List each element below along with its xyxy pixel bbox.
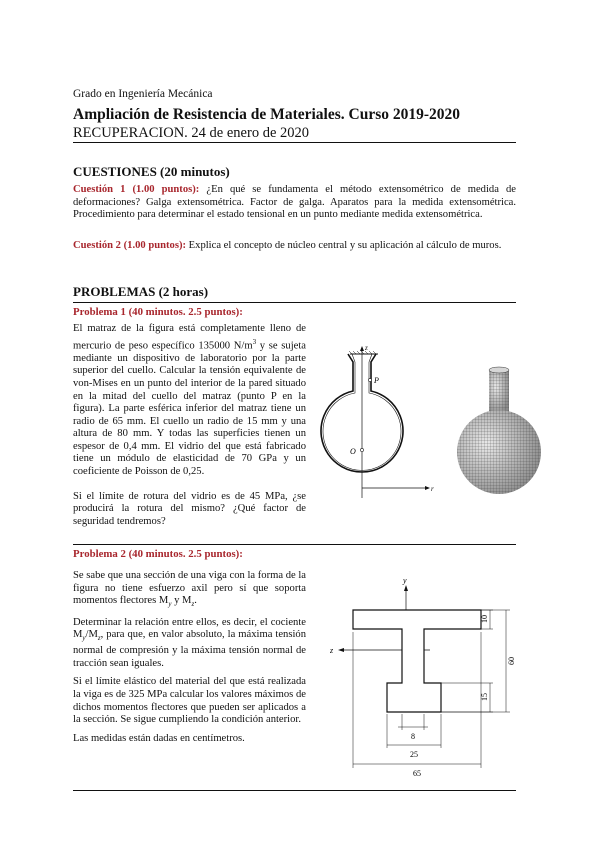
- header-divider: [73, 142, 516, 143]
- cuestion-2: [73, 240, 516, 253]
- cuestion-2-label: Cuestión 2 (1.00 puntos):: [73, 240, 187, 251]
- dim-65-label: 65: [413, 769, 421, 778]
- r-axis-label: r: [431, 485, 434, 493]
- point-p-label: P: [374, 376, 379, 385]
- problema-2-heading: Problema 2 (40 minutos. 2.5 puntos):: [73, 548, 243, 560]
- problema-2-divider: [73, 544, 516, 545]
- cuestion-1-label: Cuestión 1 (1.00 puntos):: [73, 184, 200, 195]
- cuestiones-heading: CUESTIONES (20 minutos): [73, 164, 230, 179]
- p2-para2-end: , para que, en valor absoluto, la máxima tensión normal de compresión y la máxima tensión normal de tracción sean iguales.: [73, 629, 306, 669]
- p2-para1-sub-y: y: [168, 600, 172, 609]
- r-axis-arrow-icon: [425, 486, 430, 490]
- flask-mesh: [457, 367, 541, 494]
- p1-text-start: El matraz de la figura está completamente lleno de mercurio de peso específico 135000 N/m: [73, 323, 306, 352]
- cuestion-2-text: Explica el concepto de núcleo central y su aplicación al cálculo de muros.: [188, 240, 502, 251]
- problema-1-text: [73, 323, 306, 534]
- y-axis-arrow-icon: [404, 585, 408, 591]
- problema-2-paragraph-3: Si el límite elástico del material del que está realizada la viga es de 325 MPa calcular los valores máximos de dichos momentos flectores que pueden ser aplicados a la sección. Se sigue cumpliendo la condición anterior.: [73, 676, 306, 726]
- point-o-marker: [360, 448, 363, 451]
- problema-2-paragraph-2: [73, 617, 306, 670]
- exam-subtitle: RECUPERACION. 24 de enero de 2020: [73, 125, 310, 141]
- p2-para2-sub-y: y: [82, 634, 86, 643]
- p2-para1-start: Se sabe que una sección de una viga con la forma de la figura no tiene esfuerzo axil pero sí que soporta momentos flectores M: [73, 570, 306, 607]
- p2-para1-mid: y M: [171, 595, 192, 607]
- problemas-heading: PROBLEMAS (2 horas): [73, 284, 209, 299]
- p2-para2-start: Determinar la relación entre ellos, es decir, el cociente M: [73, 616, 306, 641]
- beam-section-outline: [353, 610, 481, 712]
- footer-divider: [73, 790, 516, 791]
- flask-section-figure: [312, 340, 442, 510]
- dim-15-label: 15: [480, 693, 489, 701]
- degree-name: Grado en Ingeniería Mecánica: [73, 88, 213, 100]
- p2-para2-mid: /M: [85, 629, 98, 641]
- z-axis-label-beam: z: [330, 646, 334, 655]
- p2-para2-sub-z: z: [97, 634, 101, 643]
- problemas-divider: [73, 302, 516, 303]
- beam-section-figure: [330, 572, 530, 782]
- z-axis-label: z: [365, 344, 368, 352]
- cuestion-1-text: ¿En qué se fundamenta el método extensométrico de medida de deformaciones? Galga extensométrica. Factor de galga. Aparatos para la medida extensométrica. Procedimiento para determinar el estado tensional en un punto mediante medida extensométrica.: [73, 184, 516, 221]
- dim-25-label: 25: [410, 750, 418, 759]
- problema-2-text: [73, 570, 306, 751]
- y-axis-label: y: [403, 576, 407, 585]
- cuestion-1: [73, 184, 516, 222]
- problema-1-heading: Problema 1 (40 minutos. 2.5 puntos):: [73, 306, 243, 318]
- p1-text-end: y se sujeta mediante un dispositivo de laboratorio por la parte superior del cuello. Calcular la tensión equivalente de von-Mises en un punto del interior de la pared situado en la mitad del cuello del matraz (punto P en la figura). La parte esférica inferior del matraz tiene un radio de 65 mm. El cuello un radio de 15 mm y una altura de 80 mm. Y todas las superficies tienen un espesor de 0,4 mm. El vidrio del que está fabricado tiene un módulo de elasticidad de 70 GPa y un coeficiente de Poisson de 0,25.: [73, 340, 307, 478]
- p2-para1-end: .: [194, 595, 197, 607]
- point-p-marker: [368, 378, 371, 381]
- problema-2-paragraph-4: Las medidas están dadas en centímetros.: [73, 732, 245, 744]
- problema-1-paragraph-1: [73, 323, 306, 479]
- dim-8-label: 8: [411, 732, 415, 741]
- dim-10-label: 10: [480, 615, 489, 623]
- problema-1-paragraph-2: Si el límite de rotura del vidrio es de 45 MPa, ¿se producirá la rotura del mismo? ¿Qué factor de seguridad tendremos?: [73, 490, 306, 527]
- flask-mesh-figure: [454, 362, 544, 498]
- problema-2-paragraph-1: [73, 570, 306, 611]
- p1-text-sup: 3: [252, 337, 257, 346]
- z-axis-arrow-left-icon: [338, 648, 344, 652]
- course-title: Ampliación de Resistencia de Materiales. Curso 2019-2020: [73, 106, 461, 123]
- point-o-label: O: [350, 447, 356, 456]
- z-axis-arrow-icon: [360, 346, 364, 351]
- dim-60-label: 60: [507, 657, 516, 665]
- p2-para1-sub-z: z: [191, 600, 195, 609]
